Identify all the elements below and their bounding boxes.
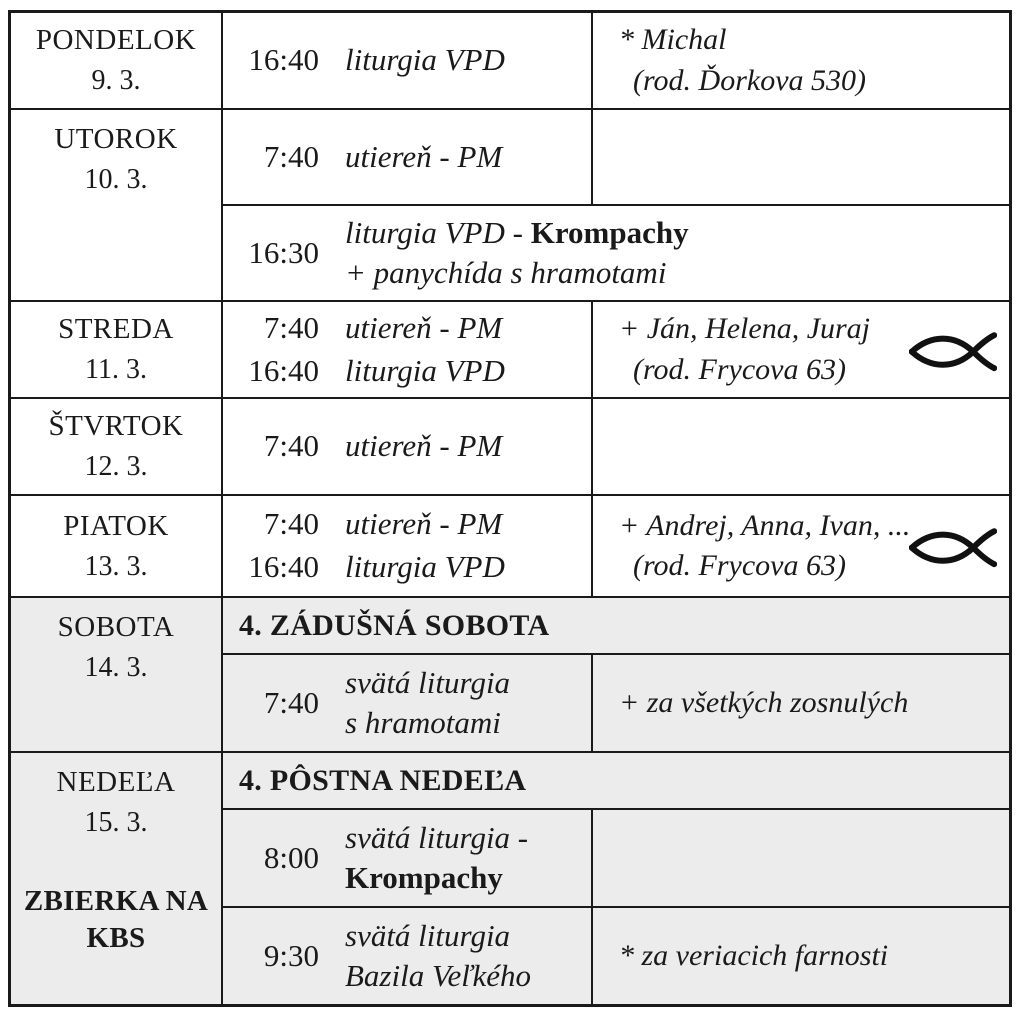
table-row-saturday [11, 596, 1009, 751]
day-name: ŠTVRTOK [48, 410, 184, 443]
collection-note: ZBIERKA NA KBS [23, 885, 209, 954]
table-row-sunday [11, 751, 1009, 1004]
table-row-friday [11, 494, 1009, 596]
service-text: svätá liturgia [345, 917, 511, 953]
service-label: utiereň - PM [345, 309, 503, 345]
service-text-line2: Bazila Veľkého [345, 958, 532, 993]
service-text: svätá liturgia [345, 664, 511, 700]
service-label [345, 663, 510, 744]
service-time: 7:40 [263, 309, 319, 345]
service-cell [221, 810, 591, 906]
tuesday-subrows [221, 110, 1009, 300]
service-time: 16:40 [248, 352, 319, 388]
service-cell [221, 655, 591, 751]
service-time: 16:30 [248, 235, 319, 270]
service-text: svätá liturgia - [345, 819, 529, 855]
service-time: 8:00 [263, 840, 319, 875]
service-cell [221, 13, 591, 108]
service-cell [221, 908, 591, 1004]
day-date: 13. 3. [84, 550, 148, 582]
day-cell-tuesday [11, 110, 221, 300]
service-time: 16:40 [248, 549, 319, 584]
day-name: UTOROK [54, 123, 178, 155]
service-cell [221, 496, 591, 596]
day-date: 11. 3. [85, 354, 147, 386]
weekly-schedule-table [8, 10, 1012, 1007]
service-label: liturgia VPD [345, 352, 505, 388]
service-label: utiereň - PM [345, 506, 503, 542]
intention-cell-empty [591, 399, 1009, 494]
day-cell-saturday [11, 598, 221, 751]
service-time: 7:40 [263, 138, 319, 174]
table-row-monday [11, 13, 1009, 108]
tuesday-subrow-evening [221, 204, 1009, 300]
saturday-subrows [221, 598, 1009, 751]
day-cell-sunday [11, 753, 221, 1004]
service-entry [223, 546, 591, 589]
service-entry [223, 663, 591, 744]
day-date: 9. 3. [91, 65, 141, 97]
service-cell-spanned [221, 206, 1009, 300]
intention-line: + za všetkých zosnulých [619, 685, 909, 719]
service-time: 7:40 [263, 428, 319, 464]
table-row-thursday [11, 397, 1009, 494]
service-entry [223, 916, 591, 997]
service-time: 9:30 [263, 938, 319, 973]
service-entry [223, 136, 591, 179]
day-name: STREDA [58, 313, 174, 346]
intention-line: * Michal [619, 23, 727, 56]
day-cell-thursday [11, 399, 221, 494]
intention-cell [591, 655, 1009, 751]
service-text-line2: + panychída s hramotami [345, 255, 667, 290]
day-name: NEDEĽA [56, 766, 176, 798]
table-row-wednesday [11, 300, 1009, 397]
service-time: 7:40 [263, 685, 319, 720]
day-date: 10. 3. [84, 163, 148, 195]
intention-line: (rod. Frycova 63) [633, 352, 846, 386]
intention-cell [591, 302, 1009, 397]
ichthys-fish-icon [909, 527, 997, 569]
service-label: liturgia VPD [345, 42, 505, 78]
day-date: 14. 3. [84, 651, 148, 683]
service-label: utiereň - PM [345, 138, 503, 174]
intention-cell [591, 13, 1009, 108]
intention-line: + Andrej, Anna, Ivan, ... [619, 508, 911, 542]
day-cell-wednesday [11, 302, 221, 397]
day-date: 12. 3. [84, 451, 148, 483]
service-label [345, 916, 531, 997]
day-name: SOBOTA [57, 611, 175, 643]
day-name: PONDELOK [35, 24, 197, 57]
service-label: utiereň - PM [345, 428, 503, 464]
feast-header-saturday: 4. ZÁDUŠNÁ SOBOTA [221, 598, 1009, 653]
sunday-subrow-early-liturgy [221, 808, 1009, 906]
sunday-subrow-late-liturgy [221, 906, 1009, 1004]
tuesday-subrow-morning [221, 110, 1009, 204]
service-label [345, 818, 528, 899]
intention-line: + Ján, Helena, Juraj [619, 312, 871, 345]
day-date: 15. 3. [84, 806, 148, 838]
service-entry [223, 425, 591, 468]
feast-header-sunday: 4. PÔSTNA NEDEĽA [221, 753, 1009, 808]
intention-line: (rod. Frycova 63) [633, 549, 846, 582]
service-time: 7:40 [263, 506, 319, 542]
service-text: liturgia VPD - [345, 214, 531, 250]
day-cell-friday [11, 496, 221, 596]
service-text-line2: s hramotami [345, 705, 501, 740]
intention-cell [591, 496, 1009, 596]
service-entry [223, 307, 591, 350]
intention-line: (rod. Ďorkova 530) [633, 63, 867, 97]
day-cell-monday [11, 13, 221, 108]
service-label: liturgia VPD [345, 549, 505, 584]
service-entry [223, 350, 591, 393]
service-time: 16:40 [248, 42, 319, 78]
service-entry [223, 503, 591, 546]
service-place-bold: Krompachy [345, 860, 503, 895]
intention-cell-empty [591, 810, 1009, 906]
service-entry [223, 213, 689, 294]
service-label [345, 213, 689, 294]
intention-cell-empty [591, 110, 1009, 204]
table-row-tuesday [11, 108, 1009, 300]
service-entry [223, 39, 591, 82]
service-cell [221, 399, 591, 494]
sunday-subrows [221, 753, 1009, 1004]
intention-line: * za veriacich farnosti [619, 938, 889, 972]
service-cell [221, 110, 591, 204]
service-entry [223, 818, 591, 899]
day-name: PIATOK [63, 509, 169, 542]
ichthys-fish-icon [909, 330, 997, 372]
intention-cell [591, 908, 1009, 1004]
service-cell [221, 302, 591, 397]
service-place-bold: Krompachy [530, 214, 689, 250]
saturday-subrow-liturgy [221, 653, 1009, 751]
